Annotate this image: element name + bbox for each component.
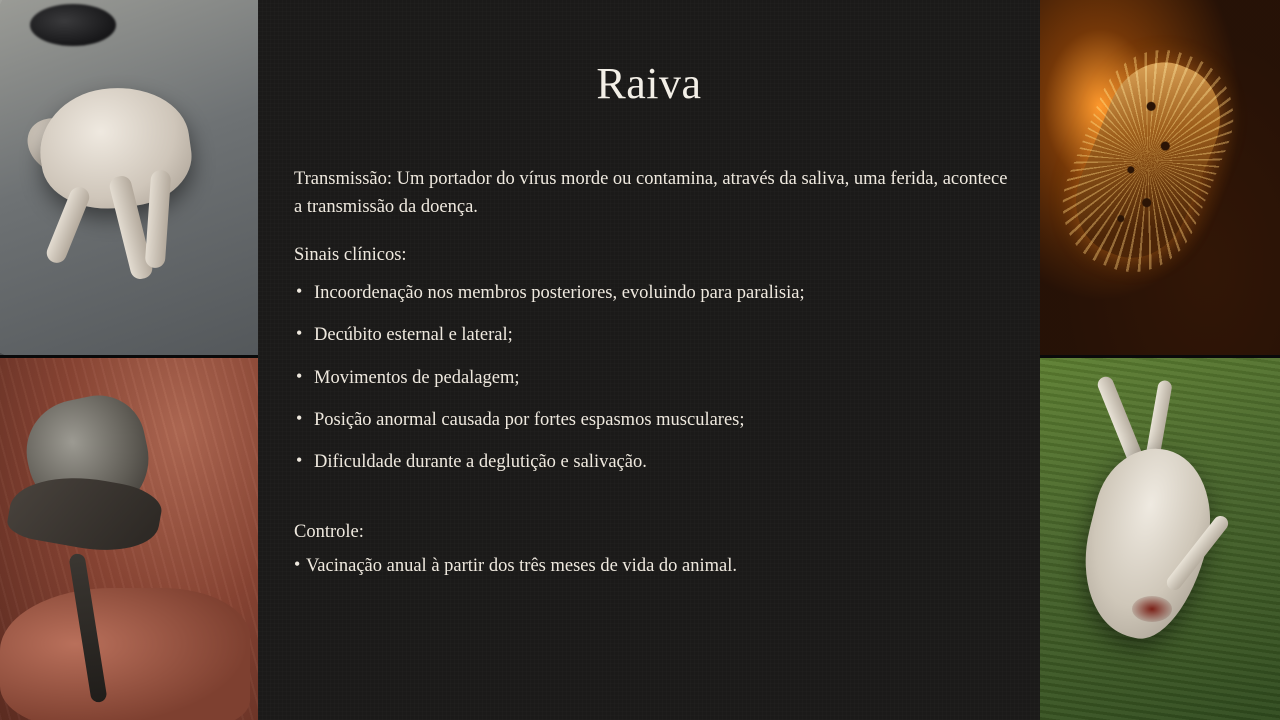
list-item: • Posição anormal causada por fortes espasmos musculares; bbox=[294, 406, 1010, 434]
rabies-virus-micrograph-photo bbox=[1040, 0, 1280, 355]
clinical-signs-label: Sinais clínicos: bbox=[294, 245, 407, 266]
slide-title: Raiva bbox=[596, 59, 702, 108]
control-list bbox=[294, 552, 1010, 580]
animal-body-shape bbox=[0, 588, 250, 720]
blood-stain bbox=[1132, 596, 1172, 622]
dead-animal-on-grass-photo bbox=[1040, 358, 1280, 720]
list-item: • Incoordenação nos membros posteriores, evoluindo para paralisia; bbox=[294, 279, 1010, 307]
shadow-blob bbox=[30, 4, 116, 46]
right-image-column bbox=[1040, 0, 1280, 720]
cow-lying-on-floor-photo bbox=[0, 0, 258, 355]
control-section bbox=[294, 518, 1010, 580]
list-item: • Dificuldade durante a deglutição e salivação. bbox=[294, 448, 1010, 476]
list-item: • Movimentos de pedalagem; bbox=[294, 364, 1010, 392]
transmission-paragraph: Transmissão: Um portador do vírus morde ou contamina, através da saliva, uma ferida, acontece a transmissão da doença. bbox=[294, 169, 1008, 218]
list-item: • Vacinação anual à partir dos três meses de vida do animal. bbox=[294, 552, 1010, 580]
left-image-column bbox=[0, 0, 258, 720]
slide-body bbox=[294, 165, 1010, 586]
bat-on-animal-photo bbox=[0, 358, 258, 720]
clinical-signs-list bbox=[294, 279, 1010, 476]
list-item: • Decúbito esternal e lateral; bbox=[294, 321, 1010, 349]
control-label: Controle: bbox=[294, 521, 364, 542]
slide-content bbox=[258, 0, 1040, 720]
